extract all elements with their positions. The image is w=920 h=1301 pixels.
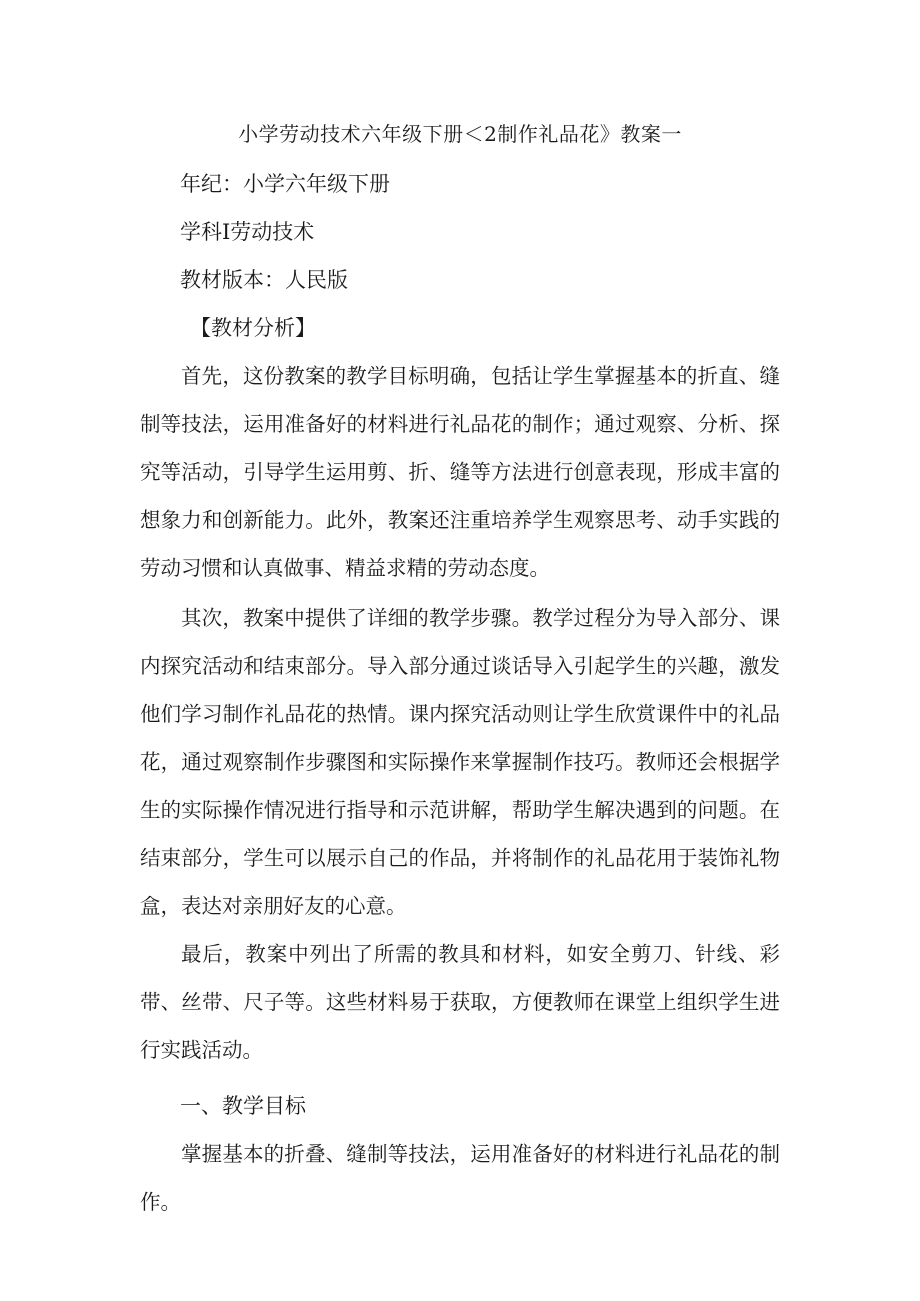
paragraph-third: 最后，教案中列出了所需的教具和材料，如安全剪刀、针线、彩带、丝带、尺子等。这些材料易于获取，方便教师在课堂上组织学生进行实践活动。 [140,942,780,1062]
grade-line: 年纪：小学六年级下册 [180,172,390,196]
analysis-heading: 【教材分析】 [190,316,316,340]
paragraph-first: 首先，这份教案的教学目标明确，包括让学生掌握基本的折直、缝制等技法，运用准备好的材料进行礼品花的制作；通过观察、分析、探究等活动，引导学生运用剪、折、缝等方法进行创意表现，形成丰富的想象力和创新能力。此外，教案还注重培养学生观察思考、动手实践的劳动习惯和认真做事、精益求精的劳动态度。 [140,364,780,580]
goal-paragraph: 掌握基本的折叠、缝制等技法，运用准备好的材料进行礼品花的制作。 [140,1142,780,1214]
document-title: 小学劳动技术六年级下册＜2制作礼品花》教案一 [238,122,682,146]
edition-line: 教材版本：人民版 [180,268,348,292]
paragraph-second: 其次，教案中提供了详细的教学步骤。教学过程分为导入部分、课内探究活动和结束部分。导入部分通过谈话导入引起学生的兴趣，激发他们学习制作礼品花的热情。课内探究活动则让学生欣赏课件中的礼品花，通过观察制作步骤图和实际操作来掌握制作技巧。教师还会根据学生的实际操作情况进行指导和示范讲解，帮助学生解决遇到的问题。在结束部分，学生可以展示自己的作品，并将制作的礼品花用于装饰礼物盒，表达对亲朋好友的心意。 [140,606,780,918]
goals-heading: 一、教学目标 [180,1094,306,1118]
subject-line: 学科I劳动技术 [180,220,315,244]
